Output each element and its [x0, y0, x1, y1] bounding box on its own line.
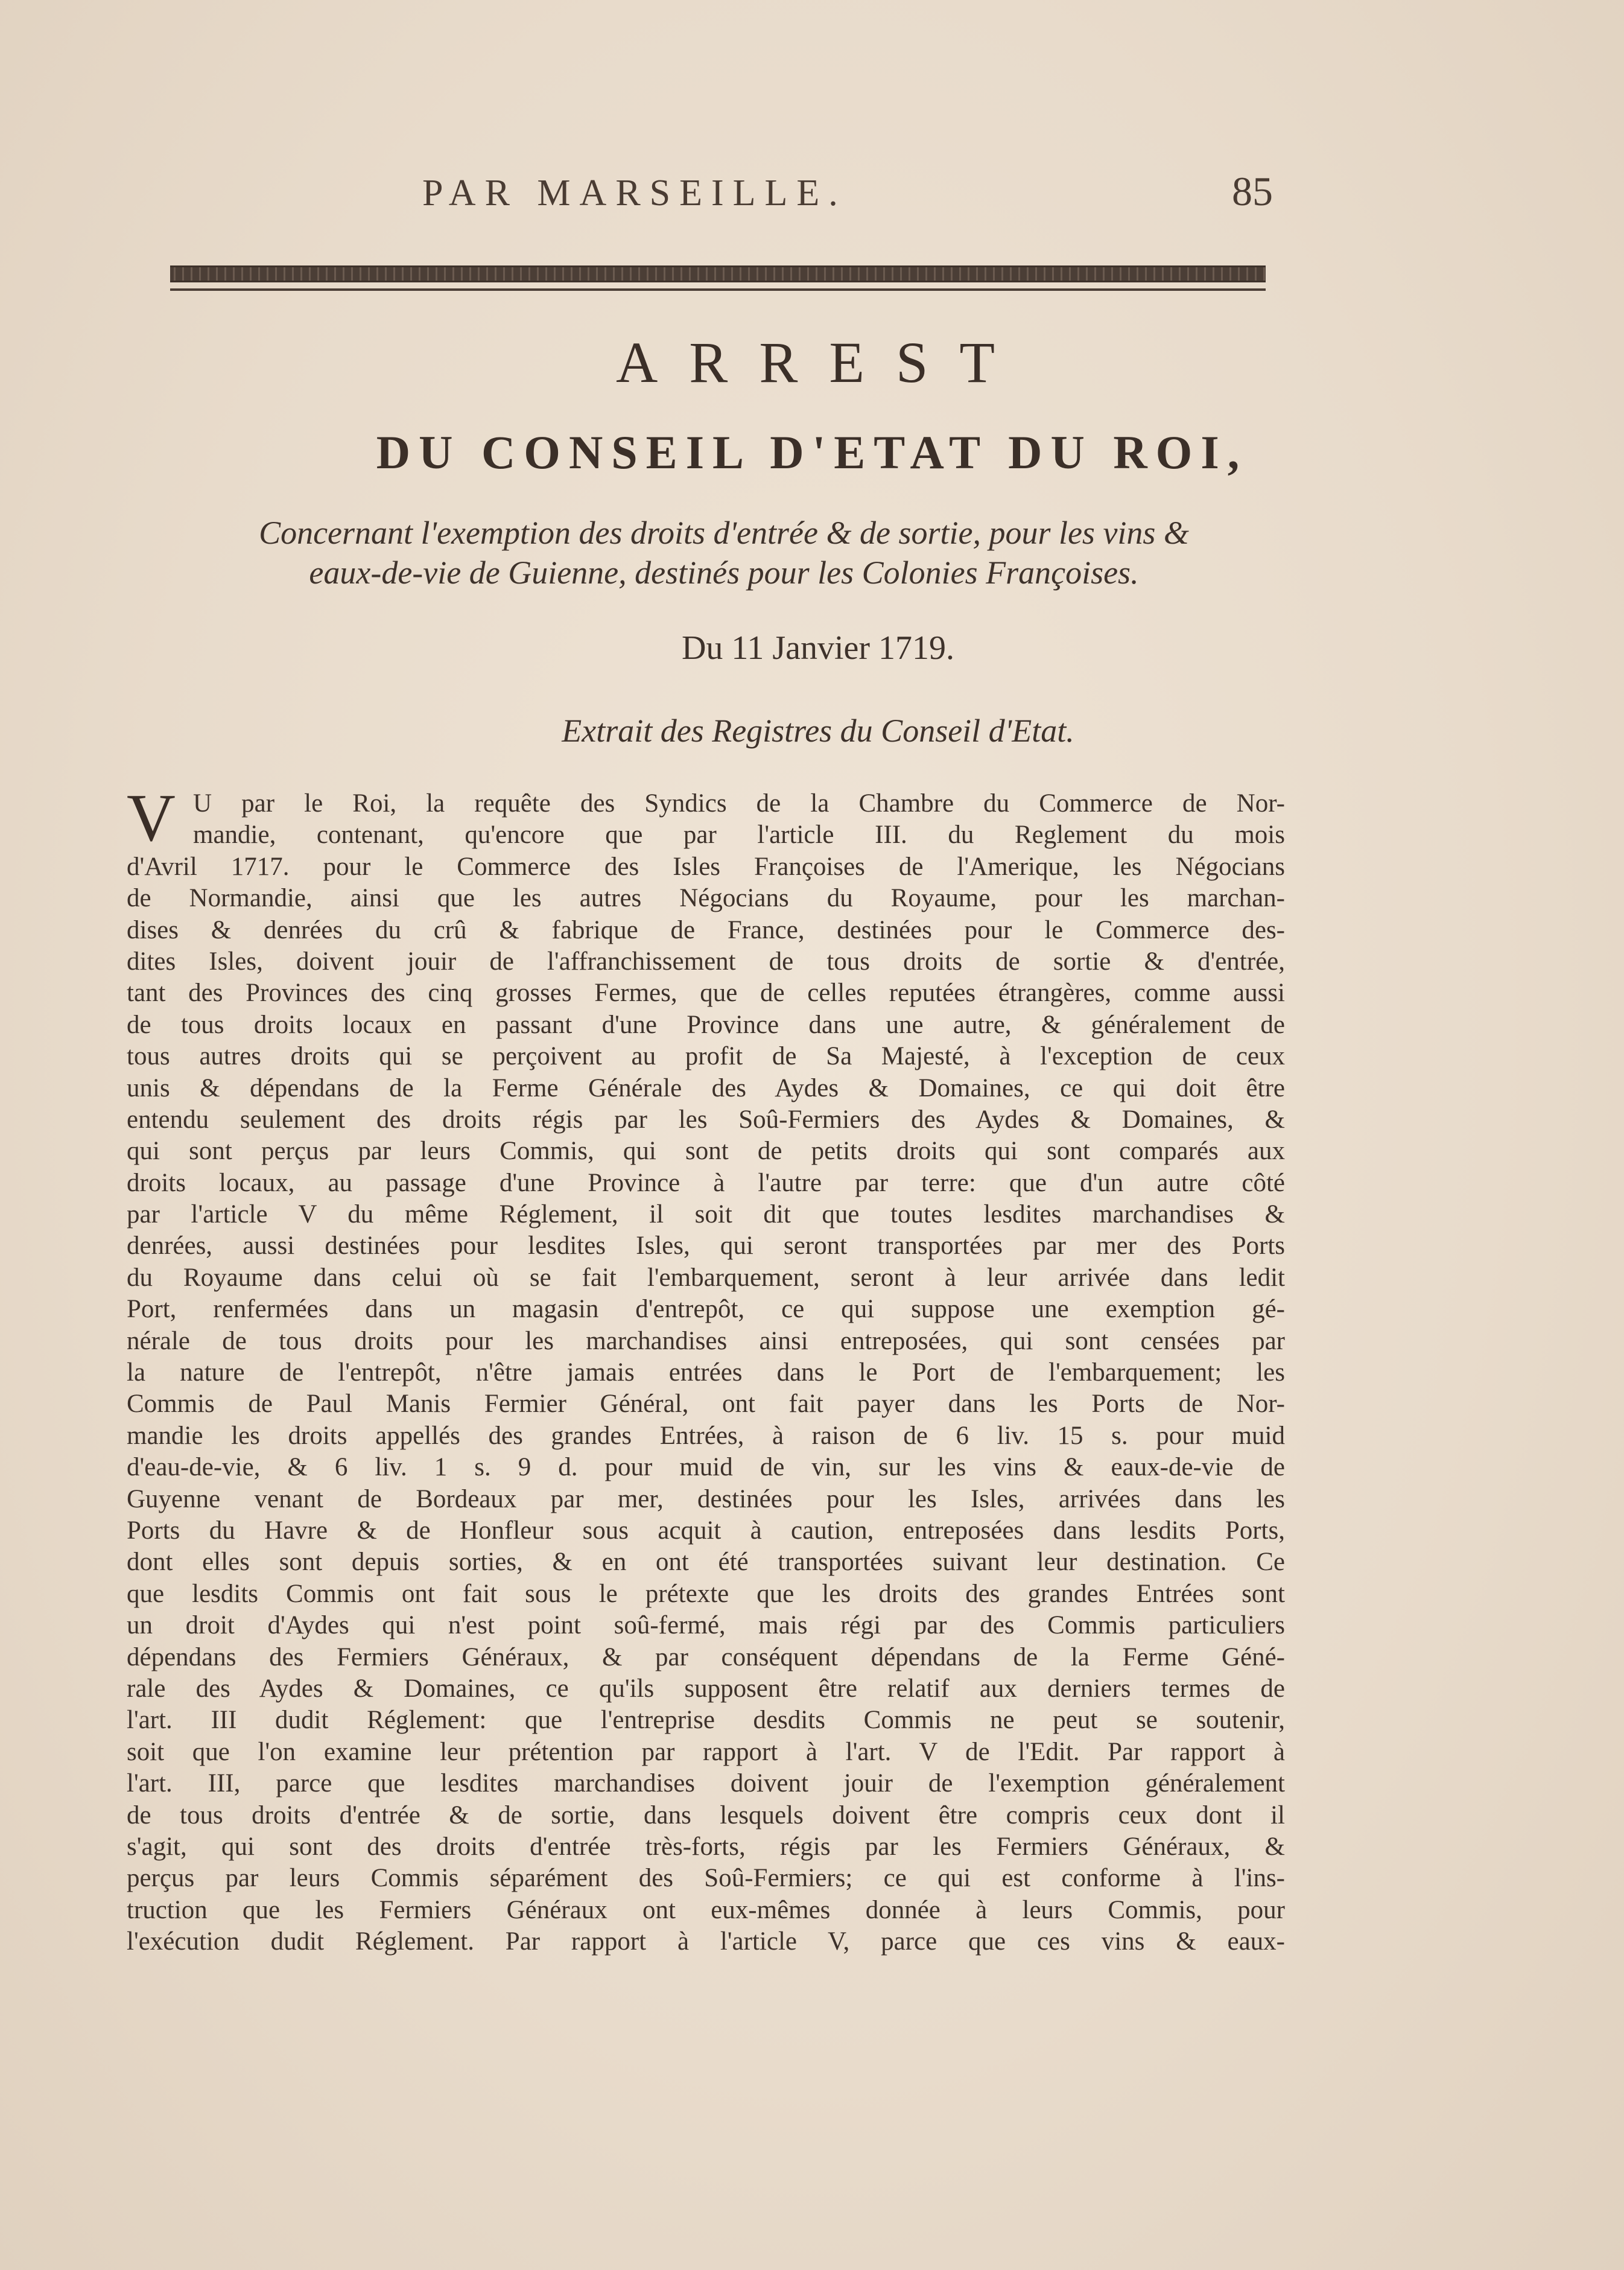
subtitle-line-1: Concernant l'exemption des droits d'entrée & de sortie, pour les vins & [259, 515, 1189, 551]
title-arrest: ARREST [615, 330, 1027, 395]
page-number: 85 [1232, 168, 1273, 214]
body-line: par l'article V du même Réglement, il soit dit que toutes lesdites marchandises & [127, 1200, 1285, 1229]
body-line: de tous droits locaux en passant d'une Province dans une autre, & généralement de [127, 1010, 1285, 1039]
drop-cap: V [127, 781, 176, 856]
body-line: d'eau-de-vie, & 6 liv. 1 s. 9 d. pour muid de vin, sur les vins & eaux-de-vie de [127, 1453, 1285, 1482]
rule-underline [170, 288, 1266, 291]
ornamental-rule [170, 265, 1266, 282]
body-line: nérale de tous droits pour les marchandises ainsi entreposées, qui sont censées par [127, 1326, 1285, 1355]
body-line: l'exécution dudit Réglement. Par rapport à l'article V, parce que ces vins & eaux- [127, 1927, 1285, 1956]
body-line: U par le Roi, la requête des Syndics de la Chambre du Commerce de Nor- [193, 789, 1285, 818]
body-line: Commis de Paul Manis Fermier Général, ont fait payer dans les Ports de Nor- [127, 1390, 1285, 1419]
body-line: Guyenne venant de Bordeaux par mer, destinées pour les Isles, arrivées dans les [127, 1484, 1285, 1513]
body-line: du Royaume dans celui où se fait l'embarquement, seront à leur arrivée dans ledit [127, 1263, 1285, 1292]
body-line: perçus par leurs Commis séparément des Soû-Fermiers; ce qui est conforme à l'ins- [127, 1864, 1285, 1893]
body-line: dépendans des Fermiers Généraux, & par conséquent dépendans de la Ferme Géné- [127, 1642, 1285, 1671]
body-line: dont elles sont depuis sorties, & en ont été transportées suivant leur destination. Ce [127, 1548, 1285, 1577]
body-line: l'art. III dudit Réglement: que l'entreprise desdits Commis ne peut se soutenir, [127, 1706, 1285, 1735]
title-conseil: DU CONSEIL D'ETAT DU ROI, [376, 426, 1248, 478]
extract-heading: Extrait des Registres du Conseil d'Etat. [562, 713, 1074, 749]
body-line: entendu seulement des droits régis par les Soû-Fermiers des Aydes & Domaines, & [127, 1105, 1285, 1134]
body-line: s'agit, qui sont des droits d'entrée très-forts, régis par les Fermiers Généraux, & [127, 1832, 1285, 1861]
body-line: que lesdits Commis ont fait sous le prétexte que les droits des grandes Entrées sont [127, 1579, 1285, 1608]
body-line: truction que les Fermiers Généraux ont eux-mêmes donnée à leurs Commis, pour [127, 1895, 1285, 1924]
body-line: dises & denrées du crû & fabrique de France, destinées pour le Commerce des- [127, 915, 1285, 944]
body-line: unis & dépendans de la Ferme Générale des Aydes & Domaines, ce qui doit être [127, 1073, 1285, 1102]
body-line: qui sont perçus par leurs Commis, qui sont de petits droits qui sont comparés aux [127, 1137, 1285, 1166]
body-line: un droit d'Aydes qui n'est point soû-fermé, mais régi par des Commis particuliers [127, 1611, 1285, 1640]
body-text [127, 781, 1285, 1957]
body-line: tous autres droits qui se perçoivent au profit de Sa Majesté, à l'exception de ceux [127, 1042, 1285, 1071]
body-line: l'art. III, parce que lesdites marchandises doivent jouir de l'exemption généralement [127, 1769, 1285, 1798]
body-line: la nature de l'entrepôt, n'être jamais entrées dans le Port de l'embarquement; les [127, 1358, 1285, 1387]
decree-date: Du 11 Janvier 1719. [681, 629, 955, 667]
body-line: droits locaux, au passage d'une Province à l'autre par terre: que d'un autre côté [127, 1168, 1285, 1197]
body-line: dites Isles, doivent jouir de l'affranchissement de tous droits de sortie & d'entrée, [127, 947, 1285, 976]
body-line: d'Avril 1717. pour le Commerce des Isles Françoises de l'Amerique, les Négocians [127, 852, 1285, 881]
body-line: mandie, contenant, qu'encore que par l'article III. du Reglement du mois [193, 821, 1285, 850]
body-line: denrées, aussi destinées pour lesdites Isles, qui seront transportées par mer des Ports [127, 1232, 1285, 1261]
running-head: PAR MARSEILLE. [422, 173, 847, 214]
body-line: mandie les droits appellés des grandes Entrées, à raison de 6 liv. 15 s. pour muid [127, 1421, 1285, 1450]
body-line: de tous droits d'entrée & de sortie, dans lesquels doivent être compris ceux dont il [127, 1801, 1285, 1830]
body-line: rale des Aydes & Domaines, ce qu'ils supposent être relatif aux derniers termes de [127, 1674, 1285, 1703]
body-line: tant des Provinces des cinq grosses Fermes, que de celles reputées étrangères, comme aussi [127, 979, 1285, 1008]
body-line: Ports du Havre & de Honfleur sous acquit à caution, entreposées dans lesdits Ports, [127, 1516, 1285, 1545]
body-line: de Normandie, ainsi que les autres Négocians du Royaume, pour les marchan- [127, 884, 1285, 913]
body-line: Port, renfermées dans un magasin d'entrepôt, ce qui suppose une exemption gé- [127, 1295, 1285, 1324]
subtitle-line-2: eaux-de-vie de Guienne, destinés pour les Colonies Françoises. [309, 555, 1139, 591]
subtitle [121, 513, 1327, 593]
body-line: soit que l'on examine leur prétention par rapport à l'art. V de l'Edit. Par rapport à [127, 1737, 1285, 1766]
